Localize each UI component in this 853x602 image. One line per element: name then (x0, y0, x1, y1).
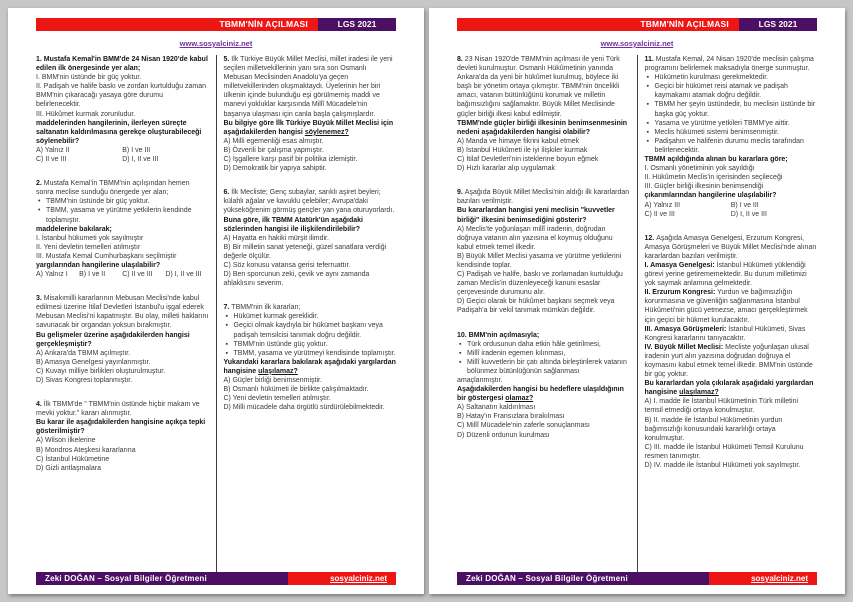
bullet-marker: ▪ (459, 349, 462, 357)
text-segment: TBMM, yasama ve yürütme yetkilerin kendinde toplamıştır. (46, 207, 192, 224)
option (457, 431, 630, 440)
question-text (457, 206, 630, 224)
text-segment: 12. (644, 234, 657, 242)
bullet-text (655, 137, 818, 155)
option (36, 446, 209, 455)
text-segment: B) Özverili bir çalışma yapmıştır. (223, 146, 324, 154)
text-segment: A) I. madde ile İstanbul Hükümetinin Türk milletini temsil etmediği ortaya konulmuştur. (644, 398, 799, 415)
question-text (645, 261, 818, 288)
text-segment: III. Amasya Görüşmeleri: (644, 325, 727, 333)
option: B) I ve II (79, 271, 106, 279)
text-segment: I. Amasya Genelgesi: (644, 261, 715, 269)
bullet-text (234, 312, 397, 321)
page2-column1 (457, 55, 637, 572)
question-text (224, 358, 397, 376)
text-segment: Aşağıdakilerden hangisi bu hedeflere ulaşıldığının bir göstergesi (457, 386, 624, 403)
option (224, 385, 397, 394)
link-line (36, 33, 396, 51)
question-text (36, 418, 209, 436)
text-segment: TBMM her şeyin üstündedir, bu meclisin üstünde bir başka güç yoktur. (654, 101, 816, 118)
question-text (457, 331, 630, 340)
text-segment: TBMM'nin üstünde bir güç yoktur. (46, 198, 150, 206)
bullet-item (645, 73, 818, 82)
text-segment: A) Hayatta en hakiki mürşit ilimdir. (223, 234, 329, 242)
page-header (36, 18, 396, 31)
page-title: TBMM'NİN AÇILMASI (36, 18, 318, 31)
text-segment: Yasama ve yürütme yetkileri TBMM'ye aittir. (654, 119, 790, 127)
question-text (457, 376, 630, 385)
question-text (36, 331, 209, 349)
text-segment: A) Saltanatın kaldırılması (457, 404, 536, 412)
bullet-marker: ▪ (646, 128, 649, 136)
option: C) II ve III (36, 156, 67, 164)
options-row (645, 210, 818, 219)
text-segment: 3. (36, 295, 44, 303)
text-segment: 6. (223, 189, 232, 197)
option: A) Yalnız III (644, 201, 681, 209)
bullet-item (224, 340, 397, 349)
option (224, 376, 397, 385)
question-text (224, 55, 397, 119)
page-footer (36, 572, 396, 585)
option (457, 252, 630, 270)
text-segment: çıkarımlarından hangilerine ulaşılabilir? (644, 192, 777, 200)
text-segment: B) Mondros Ateşkesi kararlarına (36, 446, 136, 454)
text-segment: B) Hatay'ın Fransızlara bırakılması (457, 413, 565, 421)
text-segment: Millî kuvvetlerin bir çatı altında birleştirilerek vatanın bölünmez bütünlüğünün sağlanması (467, 358, 627, 375)
question-text (36, 261, 209, 270)
page2-column2 (638, 55, 818, 572)
text-segment: amaçlanmıştır. (457, 377, 503, 384)
text-segment: TBMM açıldığında alınan bu kararlara göre; (644, 156, 788, 164)
text-segment: D) Sivas Kongresi toplanmıştır. (36, 377, 133, 384)
question-text (36, 179, 209, 197)
text-segment: Yukarıdaki kararlara bakılarak aşağıdaki yargılardan hangisine (223, 358, 396, 375)
text-segment: D) Milli mücadele daha örgütlü sürdürülebilmektedir. (223, 404, 385, 412)
bullet-marker: • (38, 207, 41, 215)
option (36, 376, 209, 385)
question-text (645, 182, 818, 191)
text-segment: Bu gelişmeler üzerine aşağıdakilerden hangisi gerçekleşmiştir? (36, 331, 190, 348)
text-segment: 5. (223, 56, 232, 63)
option: A) Yalnız II (36, 146, 70, 154)
option (645, 443, 818, 461)
bullet-text (234, 340, 397, 349)
text-segment: 9. (457, 189, 465, 197)
text-segment: TBMM'nin üstünde güç yoktur. (233, 340, 328, 348)
text-segment: 10. BMM'nin açılmasıyla; (457, 331, 540, 339)
question-text (36, 55, 209, 73)
question-text (457, 119, 630, 137)
text-segment: III. Güçler birliği ilkesinin benimsendiği (644, 183, 764, 191)
question-text (36, 73, 209, 82)
option: B) I ve III (730, 201, 759, 209)
footer-site-link[interactable] (288, 572, 396, 585)
option: C) II ve III (122, 271, 153, 279)
text-segment: İlk TBMM'de " TBMM'nin üstünde hiçbir makam ve mevki yoktur." kararı alınmıştır. (36, 401, 200, 418)
text-segment: Geçici bir hükümet reisi atamak ve padişah kaymakamı atamak doğru değildir. (654, 83, 788, 100)
text-segment: 4. (36, 401, 44, 409)
text-segment: Bu kararlardan hangisi yeni meclisin "kuvvetler birliği" ilkesini benimsediğini gösterir? (457, 207, 615, 224)
text-segment: III. Hükûmet kurmak zorunludur. (36, 110, 136, 118)
text-segment: Bu karar ile aşağıdakilerden hangisine açıkça tepki gösterilmiştir? (36, 419, 206, 436)
bullet-text (46, 206, 209, 224)
question-text (36, 82, 209, 109)
footer-author: Zeki DOĞAN – Sosyal Bilgiler Öğretmeni (457, 572, 709, 585)
text-segment: İstanbul Hükümeti, Sivas Kongresi kararlarını tanıyacaktır. (644, 325, 806, 342)
option (457, 270, 630, 297)
bullet-text (467, 349, 630, 358)
text-segment: söylenemez? (304, 128, 349, 136)
question-text (224, 119, 397, 137)
option (457, 164, 630, 173)
question-text (645, 325, 818, 343)
bullet-marker: ▪ (459, 340, 462, 348)
question-text (645, 379, 818, 397)
text-segment: I. BMM'nin üstünde bir güç yoktur. (36, 74, 142, 82)
text-segment: C) III. madde ile İstanbul Hükümeti Temsil Kurulunu resmen tanımıştır. (644, 443, 804, 460)
text-segment: C) Padişah ve halife, baskı ve zorlamadan kurtulduğu zaman Meclis'in düzenleyeceği kanuni esaslar çerçevesinde durumunu alır. (457, 271, 623, 297)
question-text (224, 303, 397, 312)
page-header (457, 18, 817, 31)
option: D) I, II ve III (165, 271, 202, 279)
text-segment: III. Mustafa Kemal Cumhurbaşkanı seçilmiştir (36, 252, 177, 260)
option (224, 243, 397, 261)
text-segment: A) Manda ve himaye fikrini kabul etmek (457, 137, 580, 145)
option: C) II ve III (644, 210, 675, 218)
text-segment: A) Milli egemenliği esas almıştır. (223, 137, 324, 145)
text-segment: Bu bilgiye göre İlk Türkiye Büyük Millet Meclisi için aşağıdakilerden hangisi (223, 119, 394, 136)
text-segment: Mecliste yoğunlaşan ulusal iradenin yurt alın yazısına doğrudan doğruya el koymasını kabul etmek temel ilkedir. BMM'nin üstünde bir güç yoktur. (644, 343, 813, 379)
option (457, 412, 630, 421)
text-segment: İlk Mecliste; Genç subaylar, sarıklı aşiret beyleri; külahlı ağalar ve kavuklu çelebiler; Avrupa'daki yükseköğrenim görmüş gençler yan yana oturuyorlardı. (223, 189, 395, 215)
option (224, 270, 397, 288)
text-segment: Bu kararlardan yola çıkılarak aşağıdaki yargılardan hangisine (644, 380, 814, 397)
text-segment: Misakımilli kararlarının Mebusan Meclisi'nde kabul edilmesi üzerine İtilaf Devletleri İstanbul'u işgal ederek Mebusan Meclisi'ni kapatmıştır. Bu olay, milleti haklarını savunacak bir organdan yoksun bırakmıştır. (36, 295, 209, 330)
text-segment: olamaz? (505, 395, 534, 403)
question-text (36, 252, 209, 261)
option (36, 349, 209, 358)
text-segment: A) Ankara'da TBMM açılmıştır. (36, 349, 131, 357)
text-segment: TBMM'nin ilk kararları; (231, 304, 301, 312)
option: D) I, II ve III (730, 210, 767, 218)
bullet-item (224, 349, 397, 358)
bullet-marker: ▪ (225, 349, 228, 357)
bullet-text (655, 128, 818, 137)
option (457, 297, 630, 315)
text-segment: C) Söz konusu vatansa gerisi teferruattır. (223, 261, 351, 269)
text-segment: I. İstanbul hükumeti yok sayılmıştır (36, 234, 144, 242)
bullet-text (655, 100, 818, 118)
text-segment: II. Erzurum Kongresi: (644, 289, 716, 297)
page1-column1 (36, 55, 216, 572)
text-segment: maddelerinden hangilerinin, ilerleyen süreçte saltanatın kaldırılmasına gerekçe oluşturabileceği söylenebilir? (36, 119, 202, 145)
question-text (645, 234, 818, 261)
bullet-marker: ▪ (459, 358, 462, 366)
bullet-item (36, 206, 209, 224)
option (36, 367, 209, 376)
text-segment: 11. (644, 56, 656, 63)
question-text (645, 155, 818, 164)
text-segment: D) Düzenli ordunun kurulması (457, 431, 550, 439)
question-text (36, 119, 209, 146)
text-segment: C) İtilaf Devletleri'nin isteklerine boyun eğmek (457, 156, 599, 164)
option (457, 146, 630, 155)
text-segment: Mustafa Kemal, 24 Nisan 1920'de meclisin çalışma programını belirlemek maksadıyla önerge sunmuştur. (644, 56, 814, 73)
question-text (457, 385, 630, 403)
option (645, 461, 818, 470)
text-segment: C) Kuvayı milliye birlikleri oluşturulmuştur. (36, 367, 166, 375)
question-text (645, 164, 818, 173)
option (224, 234, 397, 243)
option (224, 155, 397, 164)
page-title: TBMM'NİN AÇILMASI (457, 18, 739, 31)
page-1 (8, 8, 424, 594)
text-segment: 8. (457, 56, 465, 63)
footer-author: Zeki DOĞAN – Sosyal Bilgiler Öğretmeni (36, 572, 288, 585)
bullet-item (645, 137, 818, 155)
options-row (36, 146, 209, 155)
text-segment: Mustafa Kemal'in TBMM'nin açılışından hemen sonra meclise sunduğu önergede yer alan; (36, 180, 190, 197)
option (645, 416, 818, 443)
text-segment: 7. (223, 304, 232, 312)
question (224, 303, 397, 412)
question-text (224, 216, 397, 234)
option (36, 436, 209, 445)
bullet-item (645, 82, 818, 100)
text-segment: Meclis hükümeti sistemi benimsenmiştir. (654, 128, 779, 136)
text-segment: Padişahın ve halifenin durumu meclis tarafından belirlenecektir. (654, 137, 804, 154)
bullet-item (457, 340, 630, 349)
option (224, 261, 397, 270)
text-segment: maddelerine bakılarak; (36, 225, 112, 233)
question (457, 55, 630, 173)
text-segment: B) II. madde ile İstanbul Hükümetinin yurdun bağımsızlığı konusundaki kararlılığı ortaya konulmuştur. (644, 416, 783, 442)
question-text (645, 343, 818, 379)
question-text (645, 173, 818, 182)
page1-column2 (217, 55, 397, 572)
option: D) I, II ve III (122, 156, 159, 164)
page-footer (457, 572, 817, 585)
text-segment: 2. (36, 180, 44, 188)
bullet-text (655, 119, 818, 128)
bullet-marker: ▪ (646, 83, 649, 91)
question-text (645, 191, 818, 200)
question (457, 188, 630, 315)
text-segment: B) Amasya Genelgesi yayınlanmıştır. (36, 358, 151, 366)
text-segment: D) Hızlı kararlar alıp uygulamak (457, 165, 556, 173)
question (457, 331, 630, 440)
question-text (36, 225, 209, 234)
bullet-text (234, 321, 397, 339)
text-segment: TBMM'nde güçler birliği ilkesinin benimsenmesinin nedeni aşağıdakilerden hangisi olabilir? (457, 119, 628, 136)
bullet-text (234, 349, 397, 358)
text-segment: A) Güçler birliği benimsenmiştir. (223, 377, 322, 384)
text-segment: D) Gizli antlaşmalara (36, 464, 101, 472)
text-segment: II. Yeni devletin temelleri atılmıştır (36, 243, 141, 251)
option (457, 137, 630, 146)
text-segment: Hükümet kurmak gereklidir. (233, 313, 319, 321)
option (36, 358, 209, 367)
option (457, 225, 630, 252)
website-link[interactable]: www.sosyalciniz.net (179, 39, 253, 48)
question-text (645, 288, 818, 324)
text-segment: yargılarından hangilerine ulaşılabilir? (36, 261, 161, 269)
bullet-marker: • (38, 198, 41, 206)
text-segment: I. Osmanlı yönetiminin yok sayıldığı (644, 165, 755, 173)
bullet-marker: ▪ (646, 101, 649, 109)
bullet-item (224, 312, 397, 321)
bullet-marker: ▪ (646, 137, 649, 145)
option (457, 421, 630, 430)
question-text (36, 400, 209, 418)
page-2 (429, 8, 845, 594)
bullet-text (46, 197, 209, 206)
text-segment: Türk ordusunun daha etkin hâle getirilmesi, (467, 340, 601, 348)
question-text (36, 243, 209, 252)
question-text (36, 294, 209, 330)
text-segment: 23 Nisan 1920'de TBMM'nin açılması ile yeni Türk devleti kurulmuştur. Osmanlı Hükûmetinin yanında Ankara'da da yeni bir hükûmet kurulmuş, böylece iki başlı bir yönetim ortaya çıkmıştır. TBMM'nin öncelikli amacı, vatanın bütünlüğünü korumak ve milletin bağımsızlığını sağlamaktır. Büyük Millet Meclisinde güçler birliği ilkesi kabul edilmiştir. (457, 56, 620, 118)
option (36, 464, 209, 473)
footer-site-label: sosyalciniz.net (330, 574, 387, 583)
bullet-marker: ▪ (225, 340, 228, 348)
text-segment: D) Geçici olarak bir hükûmet başkanı seçmek veya Padişah'a bir vekil tanımak mümkün değildir. (457, 298, 615, 315)
question (645, 55, 818, 219)
option (457, 403, 630, 412)
text-segment: B) Bir milletin sanat yeteneği, güzel sanatlara verdiği değerle ölçülür. (223, 243, 387, 260)
option (224, 146, 397, 155)
question (36, 294, 209, 385)
question (224, 188, 397, 288)
question (36, 55, 209, 164)
option (224, 403, 397, 412)
text-segment: C) Yeni devletin temelleri atılmıştır. (223, 395, 331, 403)
options-row (36, 270, 209, 279)
text-segment: D) Demokratik bir yapıya sahiptir. (223, 165, 327, 173)
bullet-item (457, 349, 630, 358)
text-segment: B) Büyük Millet Meclisi yasama ve yürütme yetkilerini kendisinde toplar. (457, 252, 622, 269)
question-text (645, 55, 818, 73)
option (36, 455, 209, 464)
bullet-text (467, 358, 630, 376)
question-text (457, 55, 630, 119)
question-text (36, 110, 209, 119)
text-segment: D) IV. madde ile İstanbul Hükümeti yok sayılmıştır. (644, 462, 801, 470)
website-link[interactable]: www.sosyalciniz.net (600, 39, 674, 48)
text-segment: C) İşgallere karşı pasif bir politika izlemiştir. (223, 156, 358, 164)
bullet-item (457, 358, 630, 376)
option (224, 394, 397, 403)
text-segment: II. Padişah ve halife baskı ve zordan kurtulduğu zaman BMM'nin çıkaracağı yasaya göre durumu belirlenecektir. (36, 83, 207, 109)
bullet-item (645, 128, 818, 137)
option (457, 155, 630, 164)
exam-badge: LGS 2021 (318, 18, 396, 31)
text-segment: Millî iradenin egemen kılınması, (467, 349, 566, 357)
bullet-item (645, 119, 818, 128)
option (224, 164, 397, 173)
option: B) I ve III (122, 146, 151, 154)
bullet-marker: ▪ (225, 313, 228, 321)
bullet-item (645, 100, 818, 118)
bullet-text (655, 73, 818, 82)
text-segment: Hükümetin kurulması gerekmektedir. (654, 74, 769, 82)
columns-wrapper (36, 55, 396, 572)
text-segment: ulaşılamaz? (258, 367, 298, 375)
text-segment: Buna göre, ilk TBMM Atatürk'ün aşağıdaki sözlerinden hangisi ile ilişkilendirilebilir? (223, 216, 363, 233)
bullet-marker: ▪ (225, 322, 228, 330)
bullet-marker: ▪ (646, 119, 649, 127)
text-segment: B) İstanbul Hükûmeti ile iyi ilişkiler kurmak (457, 146, 588, 154)
text-segment: Geçici olmak kaydıyla bir hükümet başkanı veya padişah temsilcisi tanımak doğru değildir. (233, 322, 383, 339)
columns-wrapper (457, 55, 817, 572)
footer-site-label: sosyalciniz.net (751, 574, 808, 583)
text-segment: İlk Türkiye Büyük Millet Meclisi, millet iradesi ile yeni seçilen milletvekillerinin yanı sıra son Osmanlı Mebusan Meclisinden Anadolu'ya geçen milletvekillerinden oluşmaktaydı. Üyelerinin her biri ülkenin içinde bulunduğu eşi görülmemiş maddi ve manevi yokluklar karşısında Millî Mücadele'nin başarıya ulaşması için canla başla çalışmışlardır. (223, 56, 393, 118)
text-segment: İstanbul Hükümeti yüklendiği görevi yerine getirememektedir. Bu durum milletimizi yok saymak anlamına gelmektedir. (644, 261, 807, 288)
text-segment: 1. Mustafa Kemal'in BMM'de 24 Nisan 1920'de kabul edilen ilk önergesinde yer alan; (36, 56, 208, 73)
options-row (645, 201, 818, 210)
text-segment: TBMM, yasama ve yürütmeyi kendisinde toplamıştır. (233, 349, 396, 357)
question-text (457, 188, 630, 206)
exam-badge: LGS 2021 (739, 18, 817, 31)
question (224, 55, 397, 173)
text-segment: D) Ben sporcunun zeki, çevik ve aynı zamanda ahlaklısını severim. (223, 271, 370, 288)
link-line (457, 33, 817, 51)
text-segment: Aşağıda Büyük Millet Meclisi'nin aldığı ilk kararlardan bazıları verilmiştir. (457, 189, 630, 206)
text-segment: ulaşılamaz? (679, 389, 719, 397)
option (645, 397, 818, 415)
text-segment: B) Osmanlı hükümeti ile birlikte çalışılmaktadır. (223, 386, 369, 394)
options-row (36, 155, 209, 164)
text-segment: Aşağıda Amasya Genelgesi, Erzurum Kongresi, Amasya Görüşmeleri ve Büyük Millet Meclisi'nde alınan kararlardan bazıları verilmiştir. (644, 234, 817, 260)
question (645, 234, 818, 470)
footer-site-link[interactable] (709, 572, 817, 585)
bullet-marker: ▪ (646, 74, 649, 82)
option: A) Yalnız I (36, 271, 68, 279)
question (36, 400, 209, 473)
question-text (36, 234, 209, 243)
question (36, 179, 209, 279)
bullet-text (467, 340, 630, 349)
text-segment: C) İstanbul Hükümetine (36, 455, 110, 463)
question-text (224, 188, 397, 215)
bullet-text (655, 82, 818, 100)
text-segment: Yurdun ve bağımsızlığın korunmasına ve güvenliğin sağlanmasına İstanbul Hükûmeti'nin gücü yetmezse, amacı gerçekleştirmek için geçici bir hükmet kurulacaktır. (644, 289, 808, 324)
text-segment: A) Wilson ilkelerine (36, 437, 96, 445)
bullet-item (36, 197, 209, 206)
text-segment: II. Hükûmetin Meclis'in içerisinden seçileceği (644, 174, 783, 182)
text-segment: A) Meclis'te yoğunlaşan millî iradenin, doğrudan doğruya vatanın alın yazısına el koymuş olduğunu kabul etmek temel ilkedir. (457, 225, 613, 251)
text-segment: C) Millî Mücadele'nin zaferle sonuçlanması (457, 422, 590, 430)
option (224, 137, 397, 146)
bullet-item (224, 321, 397, 339)
text-segment: IV. Büyük Millet Meclisi: (644, 343, 724, 351)
